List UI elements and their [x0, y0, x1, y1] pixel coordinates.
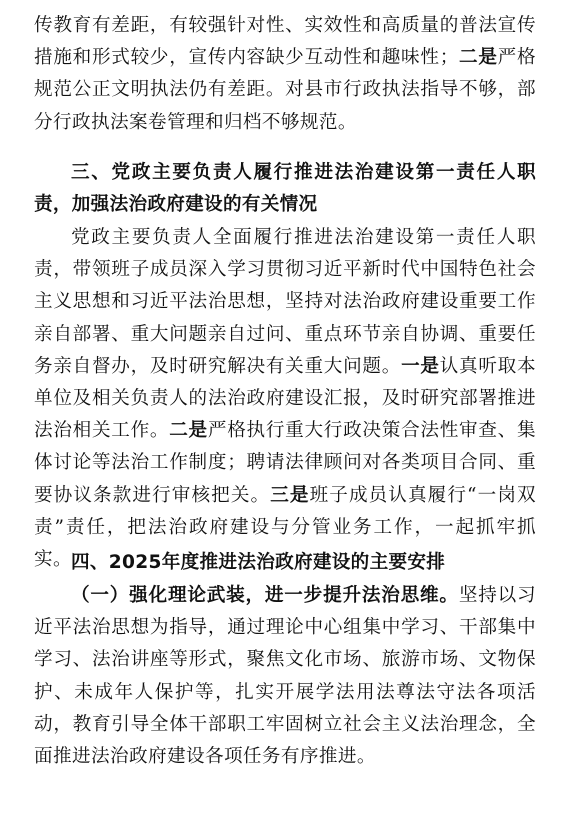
paragraph-text: 严格规范公正文明执法仍有差距。对县市行政执法指导不够，部分行政执法案卷管理和归档不够规范。 — [34, 47, 536, 133]
paragraph-text: 党政主要负责人全面履行推进法治建设第一责任人职责，带领班子成员深入学习贯彻习近平新时代中国特色社会主义思想和习近平法治思想，坚持对法治政府建设重要工作亲自部署、重大问题亲自过问、重点环节亲自协调、重要任务亲自督办，及时研究解决有关重大问题。 — [34, 227, 536, 377]
paragraph-continuation — [34, 10, 536, 139]
paragraph-text: 认真听取本单位及相关负责人的法治政府建设汇报，及时研究部署推进法治相关工作。 — [34, 355, 536, 442]
paragraph-text: 传教育有差距，有较强针对性、实效性和高质量的普法宣传措施和形式较少，宣传内容缺少互动性和趣味性； — [34, 15, 536, 69]
paragraph-responsibility — [34, 222, 536, 576]
paragraph-text: 严格执行重大行政决策合法性审查、集体讨论等法治工作制度；聘请法律顾问对各类项目合同、重要协议条款进行审核把关。 — [34, 420, 536, 506]
section-heading-3: 三、党政主要负责人履行推进法治建设第一责任人职责，加强法治政府建设的有关情况 — [34, 162, 536, 216]
bold-marker: 三是 — [270, 484, 310, 506]
section-heading-4: 四、2025年度推进法治政府建设的主要安排 — [71, 552, 446, 573]
paragraph-text: 班子成员认真履行“一岗双责”责任，把法治政府建设与分管业务工作，一起抓牢抓实。 — [34, 484, 536, 571]
bold-subheading: （一）强化理论武装，进一步提升法治思维。 — [71, 585, 459, 606]
paragraph-arrangement — [34, 580, 536, 773]
bold-marker: 二是 — [169, 420, 208, 442]
bold-marker: 一是 — [401, 355, 440, 377]
paragraph-text: 坚持以习近平法治思想为指导，通过理论中心组集中学习、干部集中学习、法治讲座等形式，聚焦文化市场、旅游市场、文物保护、未成年人保护等，扎实开展学法用法尊法守法各项活动，教育引导全体干部职工牢固树立社会主义法治理念，全面推进法治政府建设各项任务有序推进。 — [34, 585, 536, 768]
bold-marker: 二是 — [458, 47, 498, 69]
